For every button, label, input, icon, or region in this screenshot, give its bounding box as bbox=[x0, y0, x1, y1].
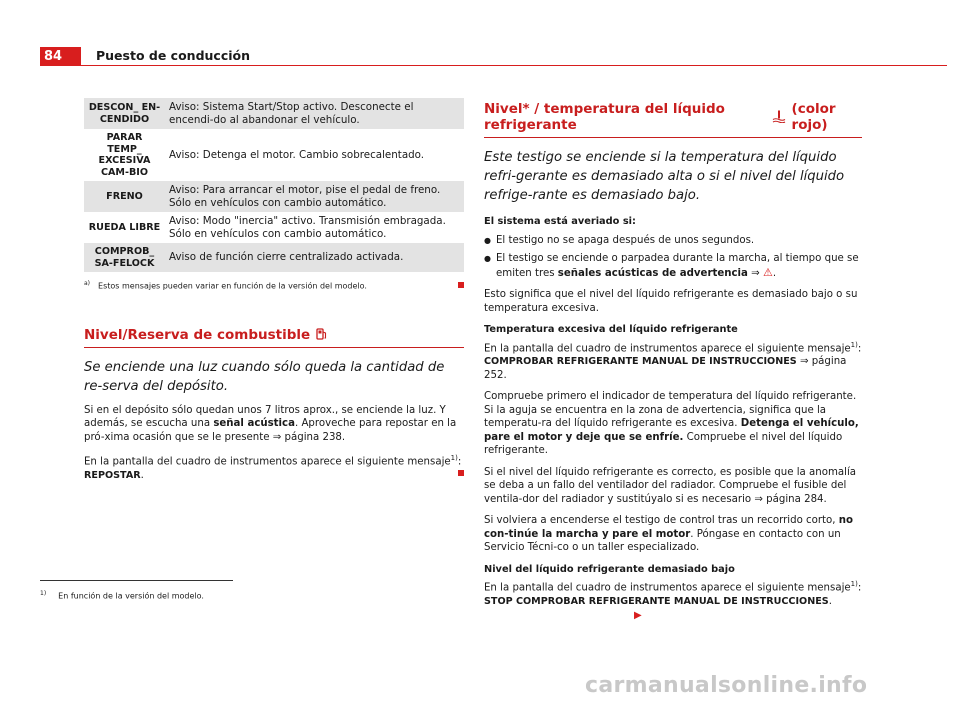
display-message: COMPROBAR REFRIGERANTE MANUAL DE INSTRUCCIONES bbox=[484, 356, 797, 368]
table-row bbox=[84, 181, 464, 212]
paragraph bbox=[484, 390, 862, 458]
fuel-pump-icon bbox=[316, 328, 327, 342]
message-text: Aviso: Detenga el motor. Cambio sobrecalentado. bbox=[169, 148, 425, 161]
section-title bbox=[84, 327, 464, 348]
paragraph: Si el nivel del líquido refrigerante es correcto, es posible que la anomalía se deba a un fallo del ventilador del radiador. Compruebe el fusible del ventila-dor del radiador y sustitúyalo si es necesario ⇒ página 284. bbox=[484, 466, 857, 505]
section-title-text: Nivel/Reserva de combustible bbox=[84, 326, 311, 343]
paragraph-text: : bbox=[457, 456, 462, 468]
paragraph-text: . bbox=[828, 596, 832, 608]
footnote-rule bbox=[40, 580, 233, 581]
header-rule bbox=[81, 65, 947, 66]
paragraph-text: . Aproveche para repostar en la pró-xima ocasión que se le presente ⇒ página 238. bbox=[84, 418, 457, 443]
left-column bbox=[84, 98, 464, 483]
paragraph bbox=[484, 514, 862, 555]
coolant-temperature-icon bbox=[772, 110, 786, 125]
paragraph-bold: señal acústica bbox=[213, 418, 295, 430]
message-code: RUEDA LIBRE bbox=[88, 221, 161, 233]
paragraph-bold: no con-tinúe la marcha y pare el motor bbox=[484, 515, 854, 540]
paragraph-text: . bbox=[140, 470, 144, 482]
section-title bbox=[484, 101, 862, 138]
fuel-section bbox=[84, 327, 464, 483]
footnote-text: En función de la versión del modelo. bbox=[58, 591, 204, 601]
paragraph-text: Compruebe el nivel del líquido refrigerante. bbox=[484, 431, 843, 457]
page-title: Puesto de conducción bbox=[96, 48, 251, 63]
list-item-text: . bbox=[772, 267, 777, 279]
section-lead: Se enciende una luz cuando sólo queda la cantidad de re-serva del depósito. bbox=[84, 359, 445, 394]
paragraph-text: ⇒ página 252. bbox=[484, 356, 847, 381]
list-item bbox=[484, 252, 862, 280]
message-text: Aviso: Para arrancar el motor, pise el pedal de freno. Sólo en vehículos con cambio automático. bbox=[165, 181, 464, 212]
table-row bbox=[84, 212, 464, 243]
message-code: FRENO bbox=[84, 181, 165, 212]
footnote-ref: 1) bbox=[850, 340, 858, 349]
paragraph-text: Compruebe primero el indicador de temperatura del líquido refrigerante. Si la aguja se encuentra en la zona de advertencia, significa que la temperatu-ra del líquido refrigerante es excesiva. bbox=[484, 391, 857, 430]
paragraph-bold: Detenga el vehículo, pare el motor y deje que se enfríe. bbox=[484, 418, 859, 443]
warning-triangle-icon: ⚠ bbox=[762, 265, 773, 279]
paragraph-text: En la pantalla del cuadro de instrumentos aparece el siguiente mensaje bbox=[484, 342, 851, 354]
continue-arrow-icon: ▶ bbox=[634, 609, 642, 621]
section-title-suffix: (color rojo) bbox=[791, 101, 836, 133]
message-code: COMPROB_ SA-FELOCK bbox=[84, 243, 165, 272]
table-row bbox=[84, 98, 464, 129]
list-item-bold: señales acústicas de advertencia bbox=[557, 267, 748, 279]
page-number: 84 bbox=[40, 47, 81, 66]
paragraph: En la pantalla del cuadro de instrumentos aparece el siguiente mensaje$^{1)}$: COMPROBAR REFRIGERANTE MANUAL DE INSTRUCCIONES ⇒ página 252. bbox=[484, 340, 862, 381]
table-row bbox=[84, 129, 464, 181]
watermark: carmanualsonline.info bbox=[585, 673, 868, 698]
paragraph: Esto significa que el nivel del líquido refrigerante es demasiado bajo o su temperatura excesiva. bbox=[484, 289, 858, 314]
table-footnote bbox=[84, 280, 464, 291]
paragraph-text: En la pantalla del cuadro de instrumentos aparece el siguiente mensaje bbox=[84, 456, 451, 468]
message-code: PARAR TEMP_ EXCESIVA CAM-BIO bbox=[98, 132, 151, 178]
section-lead: Este testigo se enciende si la temperatura del líquido refri-gerante es demasiado alta o si el nivel del líquido refrige-rante es demasiado bajo. bbox=[484, 150, 845, 203]
paragraph: En la pantalla del cuadro de instrumentos aparece el siguiente mensaje$^{1)}$: STOP COMPROBAR REFRIGERANTE MANUAL DE INSTRUCCIONES.▶ bbox=[484, 580, 862, 621]
paragraph-text: En la pantalla del cuadro de instrumentos aparece el siguiente mensaje bbox=[484, 582, 851, 594]
right-column bbox=[484, 98, 862, 622]
paragraph-text: Si en el depósito sólo quedan unos 7 litros aprox., se enciende la luz. Y además, se escucha una bbox=[84, 404, 446, 430]
subheading: Nivel del líquido refrigerante demasiado bajo bbox=[484, 563, 735, 575]
message-text: Aviso de función cierre centralizado activada. bbox=[165, 243, 464, 272]
footnote-ref: 1) bbox=[850, 580, 858, 589]
page-header bbox=[40, 47, 947, 66]
page-footnote bbox=[40, 590, 204, 601]
end-marker-icon bbox=[458, 470, 464, 476]
display-message: STOP COMPROBAR REFRIGERANTE MANUAL DE INSTRUCCIONES bbox=[484, 596, 829, 608]
paragraph-text: Si volviera a encenderse el testigo de control tras un recorrido corto, bbox=[484, 515, 839, 527]
list-item-text: ⇒ bbox=[747, 267, 763, 279]
list-item: ● El testigo no se apaga después de unos segundos. bbox=[484, 234, 862, 248]
table-row bbox=[84, 243, 464, 272]
footnote-mark: 1) bbox=[40, 590, 47, 597]
message-text: Aviso: Modo "inercia" activo. Transmisión embragada. Sólo en vehículos con cambio automático. bbox=[169, 215, 446, 240]
subheading: Temperatura excesiva del líquido refrigerante bbox=[484, 324, 738, 335]
paragraph-text: . Póngase en contacto con un Servicio Técni-co o un taller especializado. bbox=[484, 528, 841, 554]
message-code: DESCON_ EN-CENDIDO bbox=[84, 98, 165, 129]
paragraph bbox=[84, 404, 464, 445]
end-marker-icon bbox=[458, 282, 464, 288]
footnote-ref: 1) bbox=[450, 454, 458, 463]
footnote-text: Estos mensajes pueden variar en función de la versión del modelo. bbox=[98, 281, 367, 291]
display-message: REPOSTAR bbox=[84, 470, 141, 482]
message-table bbox=[84, 98, 464, 272]
section-title-text: Nivel* / temperatura del líquido refrigerante bbox=[484, 101, 725, 133]
list-item-text: El testigo se enciende o parpadea durante la marcha, al tiempo que se emiten tres bbox=[496, 253, 859, 279]
footnote-mark: a) bbox=[84, 280, 91, 287]
paragraph bbox=[84, 452, 464, 482]
subheading: El sistema está averiado si: bbox=[484, 216, 636, 227]
message-text: Aviso: Sistema Start/Stop activo. Desconecte el encendi-do al abandonar el vehículo. bbox=[165, 98, 464, 129]
